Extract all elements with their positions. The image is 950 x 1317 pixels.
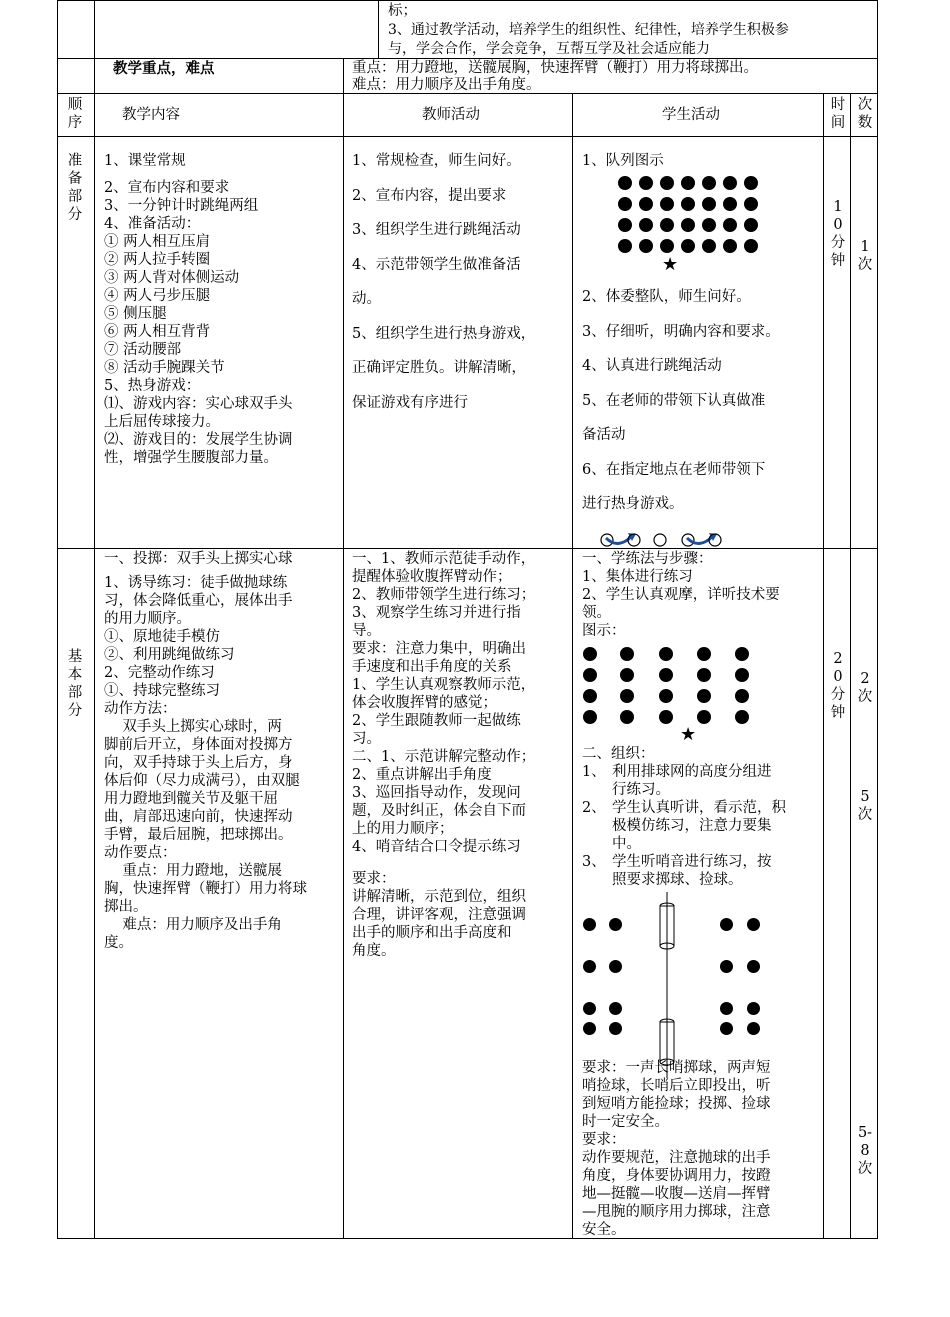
student-dot-icon [697, 710, 711, 724]
student-dot-icon [583, 1002, 596, 1015]
org-item-text [612, 853, 772, 889]
basic-teacher-line: 手速度和出手角度的关系 [352, 659, 512, 675]
basic-teacher [352, 550, 570, 960]
student-dot-icon [697, 668, 711, 682]
student-dot-icon [723, 239, 737, 253]
student-dot-icon [620, 710, 634, 724]
student-dot-icon [747, 1022, 760, 1035]
basic-student-bottom-line: 到短哨方能捡球；投掷、捡球 [582, 1096, 771, 1112]
student-dot-icon [659, 689, 673, 703]
basic-student-line: 1、集体进行练习 [582, 569, 693, 585]
student-dot-icon [660, 197, 674, 211]
prep-content-line: ⑥ 两人相互背背 [104, 324, 211, 340]
basic-content-line: 2、完整动作练习 [104, 665, 215, 681]
prep-content-line: 2、宣布内容和要求 [104, 180, 230, 196]
basic-teacher-line: 导。 [352, 623, 381, 639]
basic-student-bottom-line: 动作要规范，注意抛球的出手 [582, 1150, 771, 1166]
student-dot-icon [620, 689, 634, 703]
prep-student-line: 进行热身游戏。 [582, 496, 684, 512]
basic-content-line: 1、诱导练习：徒手做抛球练 [104, 575, 288, 591]
student-dot-icon [747, 918, 760, 931]
basic-content-line: 重点：用力蹬地，送髋展 [104, 863, 282, 879]
basic-teacher-line: 合理，讲评客观，注意强调 [352, 907, 526, 923]
basic-teacher-line: 习。 [352, 731, 381, 747]
student-dot-icon [744, 239, 758, 253]
basic-teacher-line: 2、重点讲解出手角度 [352, 767, 492, 783]
header-teacher: 教师活动 [422, 107, 480, 123]
basic-student-bottom [582, 1059, 820, 1239]
org-item-line: 极模仿练习，注意力要集 [612, 818, 772, 834]
basic-teacher-line: 3、观察学生练习并进行指 [352, 605, 521, 621]
prep-content-line: ① 两人相互压肩 [104, 234, 211, 250]
student-dot-icon [735, 710, 749, 724]
header-student: 学生活动 [662, 107, 720, 123]
student-dot-icon [609, 960, 622, 973]
student-dot-icon [702, 197, 716, 211]
basic-teacher-line: 一、1、教师示范徒手动作， [352, 551, 536, 567]
basic-content-line: ②、利用跳绳做练习 [104, 647, 235, 663]
student-dot-icon [681, 239, 695, 253]
basic-teacher-line: 上的用力顺序； [352, 821, 454, 837]
prep-teacher [352, 144, 570, 420]
basic-content-line: 用力蹬地到髋关节及躯干屈 [104, 791, 278, 807]
prep-content-line: ② 两人拉手转圈 [104, 252, 211, 268]
student-dot-icon [735, 689, 749, 703]
basic-student-line: 领。 [582, 605, 611, 621]
prep-teacher-line: 1、常规检查，师生问好。 [352, 153, 521, 169]
prep-content-line: ⑴、游戏内容：实心球双手头 [104, 396, 293, 412]
basic-student-bottom-line: 角度，身体要协调用力，按蹬 [582, 1168, 771, 1184]
basic-content-line: 习，体会降低重心，展体出手 [104, 593, 293, 609]
basic-teacher-line: 体会收腹挥臂的感觉； [352, 695, 497, 711]
student-dot-icon [583, 710, 597, 724]
student-dot-icon [697, 689, 711, 703]
student-dot-icon [735, 668, 749, 682]
relay-game-figure [596, 530, 726, 550]
teacher-star-icon: ★ [680, 724, 697, 745]
student-dot-icon [659, 710, 673, 724]
student-dot-icon [583, 689, 597, 703]
student-dot-icon [660, 218, 674, 232]
header-time: 时间 [830, 97, 846, 131]
student-dot-icon [609, 1002, 622, 1015]
prep-content-line: 3、一分钟计时跳绳两组 [104, 198, 259, 214]
student-dot-icon [681, 218, 695, 232]
basic-student-org [582, 763, 820, 889]
org-item-text [612, 763, 772, 799]
prep-content-line: ⑧ 活动手腕踝关节 [104, 360, 225, 376]
basic-content-line: 掷出。 [104, 899, 148, 915]
prep-content-line: ④ 两人弓步压腿 [104, 288, 211, 304]
student-dot-icon [723, 218, 737, 232]
basic-label: 基本部分 [67, 649, 83, 719]
basic-content-line: 度。 [104, 935, 133, 951]
basic-teacher-line [352, 856, 570, 870]
student-dot-icon [720, 960, 733, 973]
basic-content-line: 曲，肩部迅速向前，快速挥动 [104, 809, 293, 825]
basic-student-bottom-line: 地—挺髋—收腹—送肩—挥臂 [582, 1186, 771, 1202]
basic-count-2: 5次 [857, 789, 873, 823]
header-content: 教学内容 [122, 107, 180, 123]
basic-student-bottom-line: 哨捡球，长哨后立即投出，听 [582, 1078, 771, 1094]
basic-content-line: 动作要点： [104, 845, 177, 861]
student-dot-icon [620, 668, 634, 682]
basic-teacher-line: 3、巡回指导动作，发现问 [352, 785, 521, 801]
top-line-3: 与，学会合作，学会竞争，互帮互学及社会适应能力 [388, 41, 710, 57]
prep-teacher-line: 正确评定胜负。讲解清晰， [352, 360, 526, 376]
org-item [582, 853, 820, 889]
prep-student-line: 3、仔细听，明确内容和要求。 [582, 323, 780, 340]
basic-teacher-line: 2、学生跟随教师一起做练 [352, 713, 521, 729]
keypoints-zhong: 重点：用力蹬地，送髋展胸，快速挥臂（鞭打）用力将球掷出。 [352, 60, 758, 76]
student-dot-icon [639, 218, 653, 232]
student-dot-icon [720, 1022, 733, 1035]
student-dot-icon [609, 1022, 622, 1035]
prep-teacher-line: 保证游戏有序进行 [352, 394, 468, 411]
basic-teacher-line: 4、哨音结合口令提示练习 [352, 839, 521, 855]
student-dot-icon [660, 239, 674, 253]
student-dot-icon [583, 647, 597, 661]
prep-content-line [104, 170, 340, 179]
net-pole-icon [655, 892, 685, 1078]
basic-teacher-line: 二、1、示范讲解完整动作； [352, 749, 536, 765]
prep-student-line: 备活动 [582, 427, 626, 443]
prep-time: 10分钟 [830, 199, 846, 269]
teacher-star-icon: ★ [662, 254, 679, 275]
student-dot-icon [618, 197, 632, 211]
prep-content-line: 1、课堂常规 [104, 153, 186, 169]
basic-content-line: 一、投掷：双手头上掷实心球 [104, 551, 293, 567]
player-circle-icon [654, 534, 666, 546]
basic-teacher-line: 角度。 [352, 943, 396, 959]
basic-student-bottom-line: —甩腕的顺序用力掷球，注意 [582, 1204, 771, 1220]
student-dot-icon [659, 647, 673, 661]
basic-content-line: 脚前后开立，身体面对投掷方 [104, 737, 293, 753]
student-dot-icon [681, 176, 695, 190]
basic-content-line: 胸，快速挥臂（鞭打）用力将球 [104, 881, 307, 897]
student-dot-icon [618, 218, 632, 232]
basic-content-line: 体后仰（尽力成满弓），由双腿 [104, 773, 300, 789]
basic-content-line: 难点：用力顺序及出手角 [104, 917, 282, 933]
org-item [582, 799, 820, 853]
prep-content-line: 上后屈传球接力。 [104, 414, 220, 430]
top-line-2: 3、通过教学活动，培养学生的组织性、纪律性，培养学生积极参 [388, 22, 789, 38]
org-item [582, 763, 820, 799]
org-item-line: 学生认真听讲，看示范，积 [612, 800, 786, 816]
prep-label: 准备部分 [67, 153, 83, 223]
student-dot-icon [618, 176, 632, 190]
prep-content-line: ③ 两人背对体侧运动 [104, 270, 240, 286]
student-dot-icon [639, 197, 653, 211]
keypoints-nan: 难点：用力顺序及出手角度。 [352, 77, 541, 93]
student-dot-icon [702, 218, 716, 232]
prep-content-line: ⑤ 侧压腿 [104, 306, 167, 322]
prep-content-line: 4、准备活动： [104, 216, 201, 232]
basic-count-3: 5-8次 [857, 1125, 873, 1177]
basic-count-1: 2次 [857, 671, 873, 705]
basic-teacher-line: 要求： [352, 871, 396, 887]
prep-teacher-line: 4、示范带领学生做准备活 [352, 256, 521, 273]
basic-content-line: ①、持球完整练习 [104, 683, 220, 699]
basic-student-line: 图示： [582, 623, 626, 639]
basic-teacher-line: 讲解清晰，示范到位，组织 [352, 889, 526, 905]
student-dot-icon [720, 1002, 733, 1015]
student-dot-icon [583, 918, 596, 931]
basic-content-line: 动作方法： [104, 701, 177, 717]
prep-student-line: 6、在指定地点在老师带领下 [582, 461, 766, 478]
student-dot-icon [609, 918, 622, 931]
basic-content-line: 手臂，最后屈腕，把球掷出。 [104, 827, 293, 843]
basic-teacher-line: 提醒体验收腹挥臂动作； [352, 569, 512, 585]
org-item-line: 利用排球网的高度分组进 [612, 764, 772, 780]
basic-content [104, 550, 340, 952]
org-item-text [612, 799, 786, 853]
org-item-line: 行练习。 [612, 782, 670, 798]
student-dot-icon [744, 176, 758, 190]
student-dot-icon [702, 176, 716, 190]
basic-student-bottom-line: 要求： [582, 1132, 626, 1148]
basic-student-top [582, 550, 820, 640]
basic-student-org-title: 二、组织： [582, 746, 655, 762]
basic-content-line: 向，双手持球于头上后方，身 [104, 755, 293, 771]
basic-student-line: 2、学生认真观摩，详听技术要 [582, 587, 780, 603]
prep-content [104, 152, 340, 467]
basic-teacher-line: 出手的顺序和出手高度和 [352, 925, 512, 941]
student-dot-icon [723, 176, 737, 190]
header-order: 顺序 [67, 97, 83, 131]
prep-content-line: ⑵、游戏目的：发展学生协调 [104, 432, 293, 448]
student-dot-icon [747, 960, 760, 973]
top-line-1: 标； [388, 3, 417, 19]
prep-student [582, 280, 820, 522]
basic-student-bottom-line: 要求：一声长哨掷球，两声短 [582, 1060, 771, 1076]
org-item-number: 3、 [582, 854, 606, 870]
student-dot-icon [697, 647, 711, 661]
student-dot-icon [735, 647, 749, 661]
basic-time: 20分钟 [830, 651, 846, 721]
prep-teacher-line: 动。 [352, 291, 381, 307]
prep-student-line: 2、体委整队，师生问好。 [582, 289, 751, 305]
student-dot-icon [639, 176, 653, 190]
basic-student-line: 一、学练法与步骤： [582, 551, 713, 567]
student-dot-icon [744, 218, 758, 232]
org-item-number: 2、 [582, 800, 606, 816]
prep-teacher-line: 2、宣布内容，提出要求 [352, 187, 507, 204]
basic-student-bottom-line: 时一定安全。 [582, 1114, 669, 1130]
basic-teacher-line: 要求：注意力集中，明确出 [352, 641, 526, 657]
student-dot-icon [583, 668, 597, 682]
basic-content-line: 双手头上掷实心球时，两 [104, 719, 282, 735]
prep-content-line: 性，增强学生腰腹部力量。 [104, 450, 278, 466]
org-item-line: 中。 [612, 836, 641, 852]
student-dot-icon [660, 176, 674, 190]
basic-content-line: ①、原地徒手模仿 [104, 629, 220, 645]
basic-teacher-line: 2、教师带领学生进行练习； [352, 587, 536, 603]
org-item-line: 学生听哨音进行练习，按 [612, 854, 772, 870]
prep-teacher-line: 3、组织学生进行跳绳活动 [352, 222, 521, 238]
student-dot-icon [720, 918, 733, 931]
basic-teacher-line: 题，及时纠正，体会自下而 [352, 803, 526, 819]
student-dot-icon [620, 647, 634, 661]
student-dot-icon [618, 239, 632, 253]
student-dot-icon [583, 1022, 596, 1035]
org-item-line: 照要求掷球、捡球。 [612, 872, 743, 888]
basic-teacher-line: 1、学生认真观察教师示范， [352, 677, 536, 693]
student-dot-icon [744, 197, 758, 211]
prep-content-line: ⑦ 活动腰部 [104, 342, 182, 358]
prep-teacher-line: 5、组织学生进行热身游戏， [352, 325, 536, 342]
keypoints-label: 教学重点，难点 [113, 60, 215, 77]
prep-student-line: 5、在老师的带领下认真做准 [582, 392, 766, 409]
student-dot-icon [639, 239, 653, 253]
student-dot-icon [681, 197, 695, 211]
prep-content-line: 5、热身游戏： [104, 378, 201, 394]
student-dot-icon [747, 1002, 760, 1015]
basic-student-bottom-line: 安全。 [582, 1222, 626, 1238]
student-dot-icon [659, 668, 673, 682]
prep-student-figure-label: 1、队列图示 [582, 153, 664, 169]
prep-count: 1次 [857, 239, 873, 273]
basic-content-line: 的用力顺序。 [104, 611, 191, 627]
student-dot-icon [583, 960, 596, 973]
org-item-number: 1、 [582, 764, 606, 780]
prep-student-line: 4、认真进行跳绳活动 [582, 358, 722, 374]
student-dot-icon [723, 197, 737, 211]
header-count: 次数 [857, 97, 873, 131]
student-dot-icon [702, 239, 716, 253]
